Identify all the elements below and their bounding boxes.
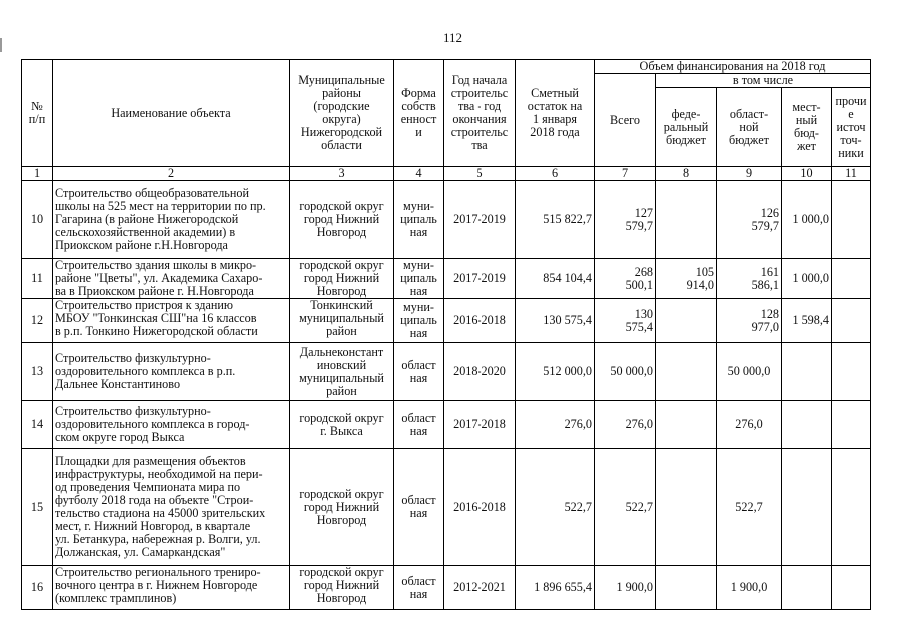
row-num: 11 [22,259,53,299]
total: 127 579,7 [595,181,656,259]
district: Дальнеконстант иновский муниципальный район [290,343,394,401]
ownership: муни- ципаль ная [394,259,444,299]
table-row [22,181,871,259]
regional: 126 579,7 [717,181,782,259]
table-row [22,449,871,566]
federal [656,566,717,610]
object-name: Строительство общеобразовательной школы на 525 мест на территории по пр. Гагарина (в районе Нижегородской сельскохозяйственной академии) в Приокском районе г.Н.Новгорода [53,181,290,259]
column-number: 8 [656,167,717,181]
header-district: Муниципальные районы (городские округа) Нижегородской области [290,60,394,167]
years: 2017-2018 [444,401,516,449]
regional: 276,0 [717,401,782,449]
page-number: 112 [442,30,463,45]
federal [656,449,717,566]
other [832,259,871,299]
ownership: муни- ципаль ная [394,299,444,343]
row-num: 14 [22,401,53,449]
regional: 522,7 [717,449,782,566]
total: 268 500,1 [595,259,656,299]
years: 2017-2019 [444,181,516,259]
regional: 128 977,0 [717,299,782,343]
other [832,566,871,610]
estimate: 276,0 [516,401,595,449]
row-num: 12 [22,299,53,343]
row-num: 10 [22,181,53,259]
district: городской округ город Нижний Новгород [290,449,394,566]
years: 2012-2021 [444,566,516,610]
table-row [22,566,871,610]
other [832,401,871,449]
district: Тонкинский муниципальный район [290,299,394,343]
header-federal: феде- ральный бюджет [656,88,717,167]
table-row [22,401,871,449]
federal [656,181,717,259]
header-total: Всего [595,74,656,167]
column-number: 4 [394,167,444,181]
column-number: 5 [444,167,516,181]
local: 1 598,4 [782,299,832,343]
ownership: област ная [394,401,444,449]
header-including: в том числе [656,74,871,88]
object-name: Строительство физкультурно- оздоровительного комплекса в р.п. Дальнее Константиново [53,343,290,401]
column-number: 9 [717,167,782,181]
local: 1 000,0 [782,259,832,299]
district: городской округ город Нижний Новгород [290,181,394,259]
estimate: 512 000,0 [516,343,595,401]
object-name: Строительство регионального трениро- вочного центра в г. Нижнем Новгороде (комплекс трамплинов) [53,566,290,610]
row-num: 15 [22,449,53,566]
table-row [22,343,871,401]
column-number: 11 [832,167,871,181]
column-number: 3 [290,167,394,181]
other [832,449,871,566]
estimate: 515 822,7 [516,181,595,259]
row-num: 13 [22,343,53,401]
object-name: Строительство здания школы в микро- районе "Цветы", ул. Академика Сахаро- ва в Приокском районе г. Н.Новгорода [53,259,290,299]
header-other: прочи е источ точ- ники [832,88,871,167]
estimate: 854 104,4 [516,259,595,299]
table-row [22,259,871,299]
federal [656,343,717,401]
district: городской округ г. Выкса [290,401,394,449]
total: 1 900,0 [595,566,656,610]
financing-table [21,59,871,610]
header-name: Наименование объекта [53,60,290,167]
object-name: Площадки для размещения объектов инфраструктуры, необходимой на пери- од проведения Чемпионата мира по футболу 2018 года на объекте "Строи- тельство стадиона на 45000 зрительских мест, г. Нижний Новгород, в квартале ул. Бетанкура, набережная р. Волги, ул. Должанская, ул. Самаркандская" [53,449,290,566]
column-number: 1 [22,167,53,181]
other [832,181,871,259]
total: 130 575,4 [595,299,656,343]
object-name: Строительство пристроя к зданию МБОУ "Тонкинская СШ"на 16 классов в р.п. Тонкино Нижегородской области [53,299,290,343]
federal [656,401,717,449]
district: городской округ город Нижний Новгород [290,259,394,299]
total: 522,7 [595,449,656,566]
header-local: мест- ный бюд- жет [782,88,832,167]
row-num: 16 [22,566,53,610]
other [832,299,871,343]
object-name: Строительство физкультурно- оздоровительного комплекса в город- ском округе город Выкса [53,401,290,449]
header-num: № п/п [22,60,53,167]
regional: 50 000,0 [717,343,782,401]
column-number-row [22,167,871,181]
local [782,566,832,610]
estimate: 522,7 [516,449,595,566]
header-ownership: Форма собств енност и [394,60,444,167]
regional: 1 900,0 [717,566,782,610]
header-regional: област- ной бюджет [717,88,782,167]
column-number: 2 [53,167,290,181]
years: 2018-2020 [444,343,516,401]
regional: 161 586,1 [717,259,782,299]
local: 1 000,0 [782,181,832,259]
ownership: област ная [394,449,444,566]
ownership: област ная [394,566,444,610]
column-number: 10 [782,167,832,181]
header-estimate: Сметный остаток на 1 января 2018 года [516,60,595,167]
total: 50 000,0 [595,343,656,401]
local [782,401,832,449]
district: городской округ город Нижний Новгород [290,566,394,610]
estimate: 1 896 655,4 [516,566,595,610]
column-number: 6 [516,167,595,181]
ownership: муни- ципаль ная [394,181,444,259]
table-row [22,299,871,343]
other [832,343,871,401]
years: 2016-2018 [444,299,516,343]
federal [656,299,717,343]
federal: 105 914,0 [656,259,717,299]
column-number: 7 [595,167,656,181]
local [782,343,832,401]
local [782,449,832,566]
header-funding-group: Объем финансирования на 2018 год [595,60,871,74]
estimate: 130 575,4 [516,299,595,343]
years: 2017-2019 [444,259,516,299]
header-years: Год начала строительс тва - год окончания строительс тва [444,60,516,167]
years: 2016-2018 [444,449,516,566]
total: 276,0 [595,401,656,449]
ownership: област ная [394,343,444,401]
